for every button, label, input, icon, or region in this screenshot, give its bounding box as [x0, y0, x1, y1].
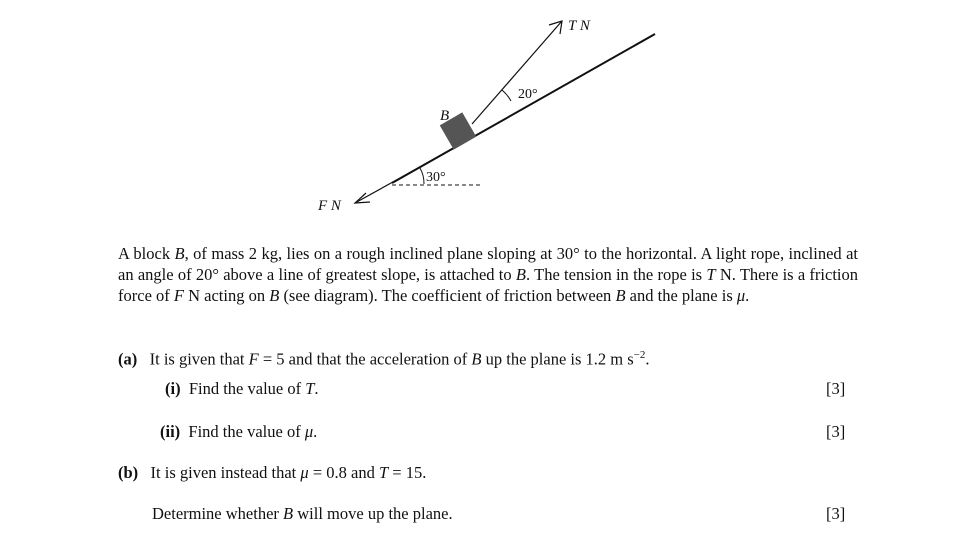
tension-arrow-line: [472, 21, 562, 124]
part-a-i-label: (i): [165, 379, 181, 398]
block-label: B: [440, 108, 450, 124]
part-b-question: Determine whether B will move up the plane.: [152, 504, 453, 523]
part-a-label: (a): [118, 349, 138, 369]
friction-label: F N: [318, 198, 341, 214]
angle-arc-20: [502, 90, 511, 101]
part-a-ii: (ii) Find the value of μ.: [160, 422, 318, 441]
part-a-i-marks: [3]: [826, 379, 846, 398]
angle-arc-30: [420, 168, 424, 184]
part-a-statement: (a) It is given that F = 5 and that the acceleration of B up the plane is 1.2 m $s^{-2}$.: [118, 349, 650, 369]
part-a-ii-label: (ii): [160, 422, 181, 441]
part-a-i: (i) Find the value of T.: [165, 379, 319, 398]
part-a-ii-marks: [3]: [826, 422, 846, 441]
angle-label-30: 30°: [426, 170, 446, 185]
friction-arrowhead: [355, 193, 370, 203]
problem-statement: A block B, of mass 2 kg, lies on a rough inclined plane sloping at 30° to the horizontal. A light rope, inclined at an angle of 20° above a line of greatest slope, is attached to B. The tension in the rope is T N. There is a friction force of F N acting on B (see diagram). The coefficient of friction between B and the plane is μ.: [118, 244, 858, 305]
tension-label: T N: [568, 18, 590, 34]
inclined-plane-diagram: [0, 0, 960, 230]
part-b-marks: [3]: [826, 504, 846, 523]
part-b-label: (b): [118, 463, 139, 482]
part-b-statement: (b) It is given instead that μ = 0.8 and T = 15.: [118, 463, 427, 482]
angle-label-20: 20°: [518, 87, 538, 102]
